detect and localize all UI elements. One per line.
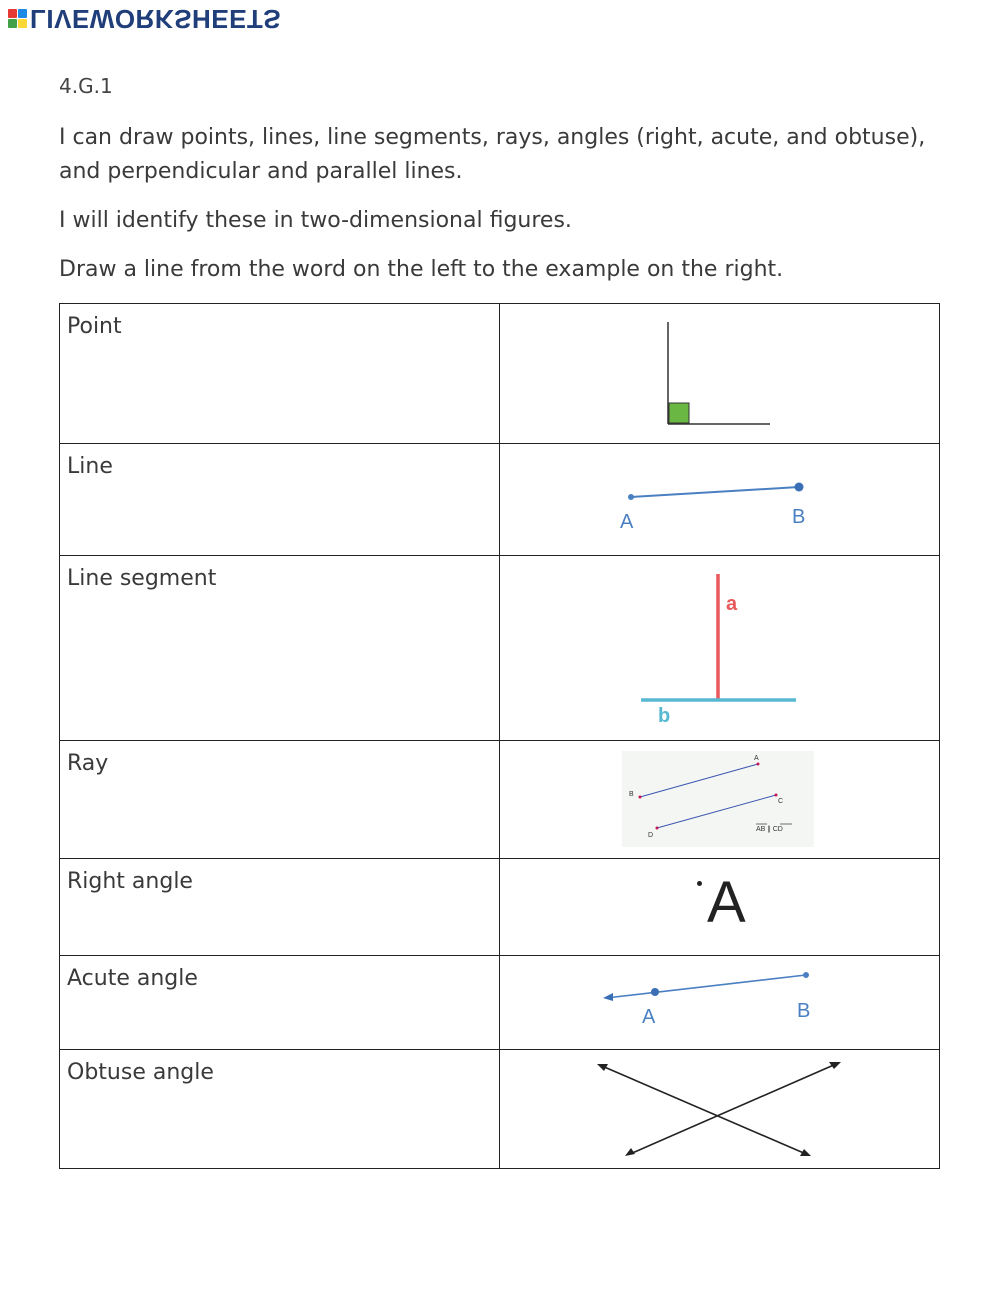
term-label: Line: [67, 454, 113, 479]
matching-table: [59, 303, 940, 1169]
table-row: [60, 956, 940, 1050]
label-c: C: [778, 798, 784, 805]
term-cell: [60, 444, 500, 556]
term-label: Line segment: [67, 566, 217, 591]
table-row: [60, 444, 940, 556]
term-cell: [60, 304, 500, 444]
example-cell: [500, 741, 940, 859]
point-dot: [697, 881, 702, 886]
standard-code: 4.G.1: [59, 74, 113, 98]
table-row: [60, 741, 940, 859]
term-label: Obtuse angle: [67, 1060, 214, 1085]
line-segment-figure: [500, 444, 940, 555]
term-cell: [60, 859, 500, 956]
term-cell: [60, 1050, 500, 1169]
label-d: D: [648, 832, 654, 839]
example-cell: [500, 956, 940, 1050]
term-cell: [60, 956, 500, 1050]
parallel-notation: AB ∥ CD: [756, 826, 783, 833]
term-label: Point: [67, 314, 122, 339]
ray-figure: [500, 956, 940, 1049]
label-a: A: [754, 755, 759, 762]
instructions: Draw a line from the word on the left to the example on the right.: [59, 257, 784, 282]
table-row: [60, 1050, 940, 1169]
label-b: B: [629, 791, 634, 798]
term-label: Right angle: [67, 869, 193, 894]
table-row: [60, 556, 940, 741]
liveworksheets-logo: [8, 4, 281, 32]
intersecting-lines-figure: [500, 1050, 940, 1168]
label-a: A: [642, 1006, 656, 1028]
term-label: Ray: [67, 751, 109, 776]
parallel-lines-figure: [500, 741, 940, 858]
label-b: B: [797, 1000, 811, 1022]
objective-2: I will identify these in two-dimensional figures.: [59, 208, 572, 233]
term-cell: [60, 741, 500, 859]
example-cell: [500, 556, 940, 741]
label-a: a: [726, 593, 738, 615]
logo-cubes-icon: [8, 9, 27, 28]
perpendicular-lines-figure: [500, 556, 940, 740]
example-cell: [500, 304, 940, 444]
term-cell: [60, 556, 500, 741]
example-cell: [500, 444, 940, 556]
example-cell: [500, 1050, 940, 1169]
table-row: [60, 304, 940, 444]
label-b: B: [792, 506, 806, 528]
logo-text: LIVEWORKSHEETS: [30, 3, 282, 34]
right-angle-figure: [500, 304, 940, 443]
example-cell: [500, 859, 940, 956]
table-row: [60, 859, 940, 956]
point-label: A: [707, 870, 746, 935]
label-b: b: [658, 705, 671, 727]
objective-1: I can draw points, lines, line segments, rays, angles (right, acute, and obtuse), and perpendicular and parallel lines.: [59, 125, 926, 184]
term-label: Acute angle: [67, 966, 198, 991]
label-a: A: [620, 511, 634, 533]
